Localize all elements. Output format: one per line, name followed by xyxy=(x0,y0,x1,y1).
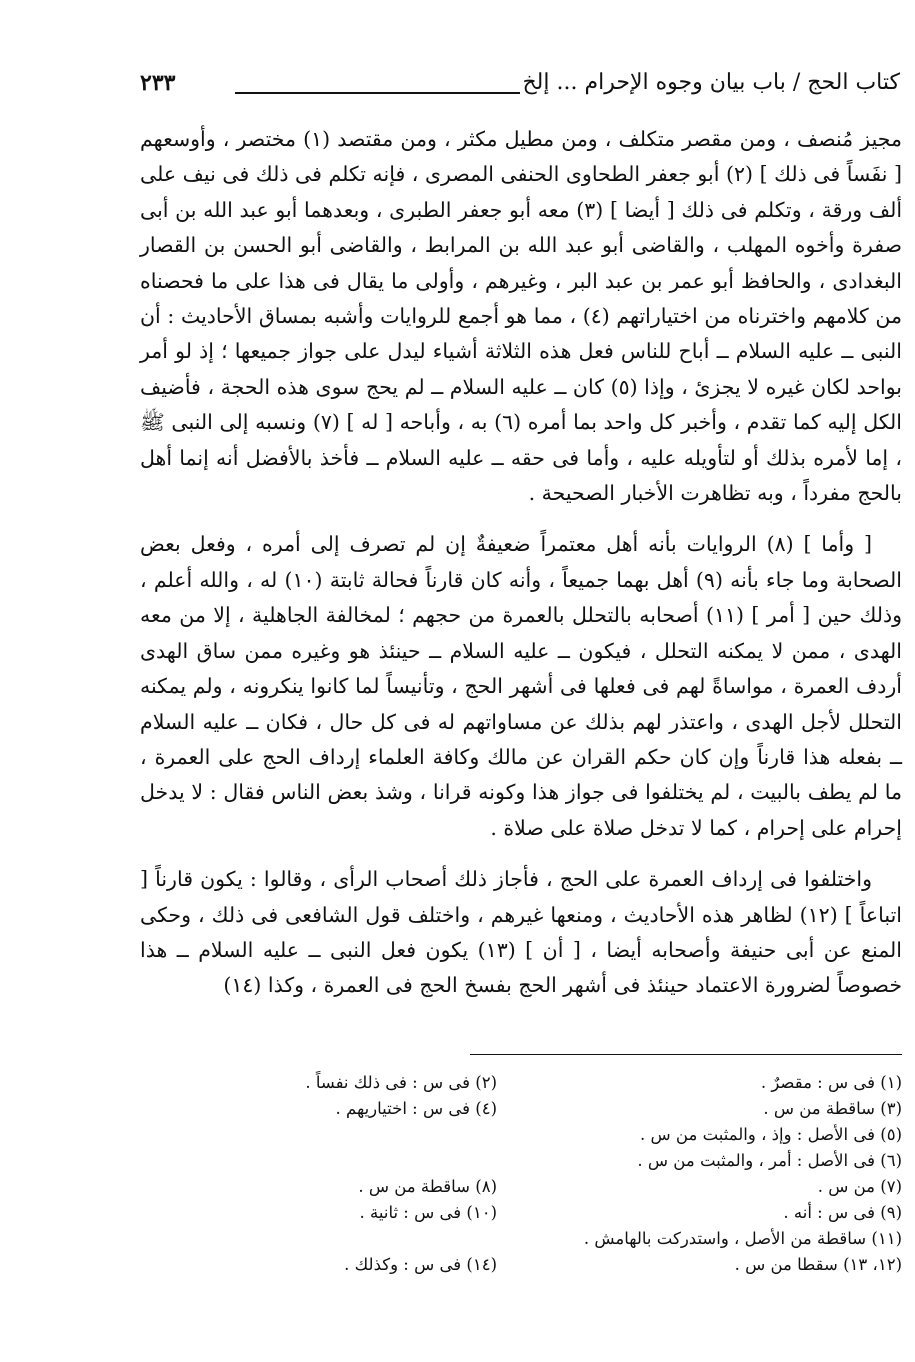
running-header xyxy=(140,66,900,110)
footnote xyxy=(140,1226,497,1252)
footnote-row xyxy=(140,1070,902,1096)
paragraph-2: [ وأما ] (٨) الروايات بأنه أهل معتمراً ضعيفةٌ إن لم تصرف إلى أمره ، وفعل بعض الصحابة وما جاء بأنه (٩) أهل بهما جميعاً ، وأنه كان قارناً فحالة ثابتة (١٠) له ، والله أعلم ، وذلك حين [ أمر ] (١١) أصحابه بالتحلل بالعمرة من حجهم ؛ لمخالفة الجاهلية ، إلا من معه الهدى ، ممن لا يمكنه التحلل ، فيكون ــ عليه السلام ــ حينئذ هو وغيره ممن ساق الهدى أردف العمرة ، مواساةً لهم فى فعلها فى أشهر الحج ، وتأنيساً لما كانوا ينكرونه ، ولم يمكنه التحلل لأجل الهدى ، واعتذر لهم بذلك عن مساواتهم له فى كل حال ، فكان ــ عليه السلام ــ بفعله هذا قارناً وإن كان حكم القران عن مالك وكافة العلماء إرداف الحج على العمرة ، ما لم يطف بالبيت ، لم يختلفوا فى جواز هذا وكونه قرانا ، وشذ بعض الناس فقال : لا يدخل إحرام على إحرام ، كما لا تدخل صلاة على صلاة . xyxy=(140,532,902,840)
main-text xyxy=(140,122,902,1020)
footnote: (٣) ساقطة من س . xyxy=(763,1099,902,1118)
footnote: (٦) فى الأصل : أمر ، والمثبت من س . xyxy=(637,1151,902,1170)
footnote: (٤) فى س : اختياريهم . xyxy=(335,1099,497,1118)
footnote-row xyxy=(140,1252,902,1278)
footnote: (٢) فى س : فى ذلك نفساً . xyxy=(305,1073,497,1092)
footnotes xyxy=(140,1070,902,1278)
page-number: ٢٣٣ xyxy=(140,70,176,96)
footnote-row xyxy=(140,1226,902,1252)
footnote: (٥) فى الأصل : وإذ ، والمثبت من س . xyxy=(640,1125,902,1144)
footnote: (١١) ساقطة من الأصل ، واستدركت بالهامش . xyxy=(583,1229,902,1248)
footnote-row xyxy=(140,1200,902,1226)
footnote-row xyxy=(140,1096,902,1122)
footnote: (١٤) فى س : وكذلك . xyxy=(344,1255,497,1274)
paragraph-3: واختلفوا فى إرداف العمرة على الحج ، فأجاز ذلك أصحاب الرأى ، وقالوا : يكون قارناً [ اتباعاً ] (١٢) لظاهر هذه الأحاديث ، ومنعها غيرهم ، واختلف قول الشافعى فى ذلك ، وحكى المنع عن أبى حنيفة وأصحابه أيضا ، [ أن ] (١٣) يكون فعل النبى ــ عليه السلام ــ هذا خصوصاً لضرورة الاعتماد حينئذ فى أشهر الحج بفسخ الحج فى العمرة ، وكذا (١٤) xyxy=(140,867,902,998)
header-rule xyxy=(235,92,520,94)
footnote: (٧) من س . xyxy=(817,1177,902,1196)
footnote: (٨) ساقطة من س . xyxy=(358,1177,497,1196)
footnote-row xyxy=(140,1148,902,1174)
footnote: (١) فى س : مقصرٌ . xyxy=(760,1073,902,1092)
footnote: (١٢، ١٣) سقطا من س . xyxy=(734,1255,902,1274)
footnote-row xyxy=(140,1174,902,1200)
footnote xyxy=(140,1148,497,1174)
chapter-title: كتاب الحج / باب بيان وجوه الإحرام ... إلخ xyxy=(522,70,900,95)
footnote-row xyxy=(140,1122,902,1148)
footnote xyxy=(140,1122,497,1148)
footnote: (١٠) فى س : ثانية . xyxy=(359,1203,497,1222)
footnote-separator xyxy=(470,1054,902,1055)
paragraph-1: مجيز مُنصف ، ومن مقصر متكلف ، ومن مطيل مكثر ، ومن مقتصد (١) مختصر ، وأوسعهم [ نفَساً فى ذلك ] (٢) أبو جعفر الطحاوى الحنفى المصرى ، فإنه تكلم فى ذلك فى نيف على ألف ورقة ، وتكلم فى ذلك [ أيضا ] (٣) معه أبو جعفر الطبرى ، وبعدهما أبو عبد الله بن أبى صفرة وأخوه المهلب ، والقاضى أبو عبد الله بن المرابط ، والقاضى أبو الحسن بن القصار البغدادى ، والحافظ أبو عمر بن عبد البر ، وغيرهم ، وأولى ما يقال فى هذا على ما فحصناه من كلامهم واخترناه من اختياراتهم (٤) ، مما هو أجمع للروايات وأشبه بمساق الأحاديث : أن النبى ــ عليه السلام ــ أباح للناس فعل هذه الثلاثة أشياء ليدل على جواز جميعها ؛ إذ لو أمر بواحد لكان غيره لا يجزئ ، وإذا (٥) كان ــ عليه السلام ــ لم يحج سوى هذه الحجة ، فأضيف الكل إليه كما تقدم ، وأخبر كل واحد بما أمره (٦) به ، وأباحه [ له ] (٧) ونسبه إلى النبى ﷺ ، إما لأمره بذلك أو لتأويله عليه ، وأما فى حقه ــ عليه السلام ــ فأخذ بالأفضل أنه إنما أهل بالحج مفرداً ، وبه تظاهرت الأخبار الصحيحة . xyxy=(140,127,903,506)
footnote: (٩) فى س : أنه . xyxy=(783,1203,902,1222)
